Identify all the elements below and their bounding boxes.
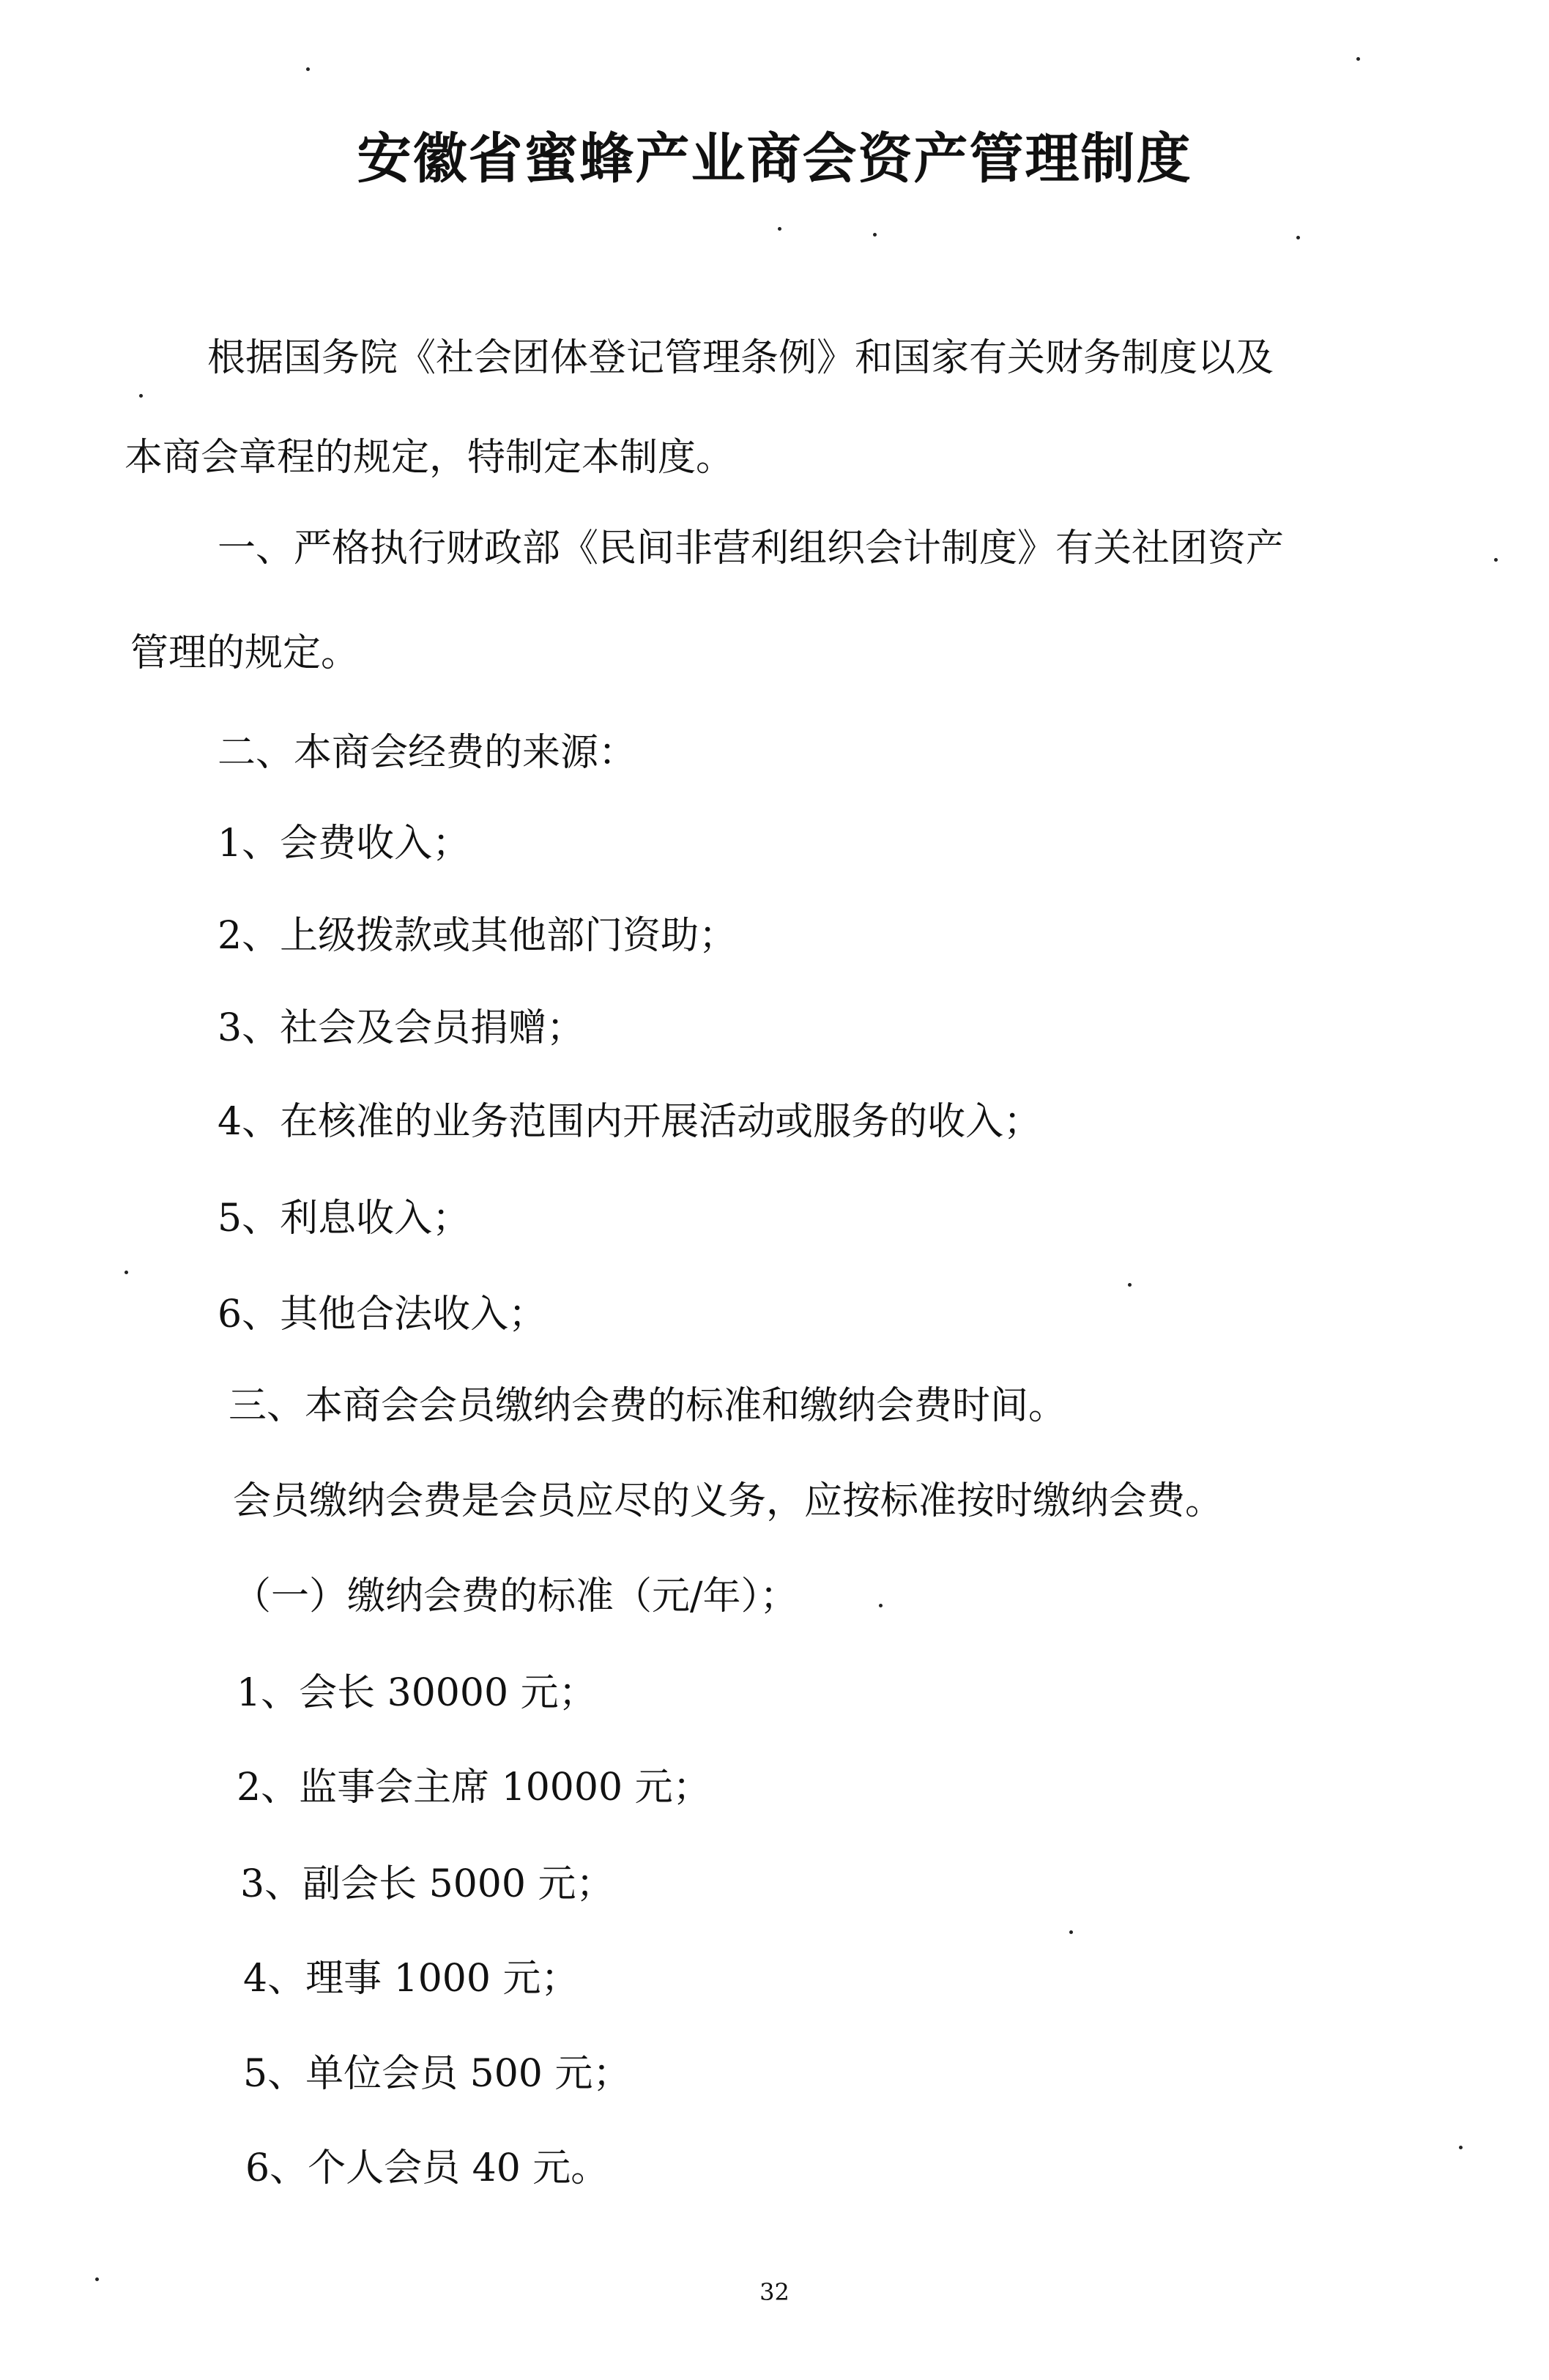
- section-3-body: 会员缴纳会费是会员应尽的义务，应按标准按时缴纳会费。: [233, 1479, 1224, 1523]
- source-item-6: 6、其他合法收入；: [218, 1293, 547, 1336]
- scan-speck: [1459, 2146, 1463, 2149]
- fee-item-2: 2、监事会主席 10000 元；: [237, 1766, 711, 1810]
- scan-speck: [1296, 236, 1300, 239]
- intro-line-1: 根据国务院《社会团体登记管理条例》和国家有关财务制度以及: [207, 336, 1274, 380]
- source-item-1: 1、会费收入；: [218, 822, 471, 866]
- page-number: 32: [759, 2278, 790, 2306]
- source-item-5: 5、利息收入；: [218, 1197, 471, 1241]
- scan-speck: [125, 1271, 128, 1274]
- fee-item-5: 5、单位会员 500 元；: [243, 2052, 631, 2096]
- intro-line-2: 本商会章程的规定，特制定本制度。: [125, 436, 735, 480]
- scan-speck: [95, 2277, 99, 2281]
- fee-item-6: 6、个人会员 40 元。: [245, 2146, 609, 2190]
- fee-item-4: 4、理事 1000 元；: [243, 1957, 579, 2001]
- scan-speck: [306, 67, 310, 71]
- document-title: 安徽省蜜蜂产业商会资产管理制度: [357, 127, 1192, 190]
- source-item-4: 4、在核准的业务范围内开展活动或服务的收入；: [218, 1100, 1042, 1144]
- fee-item-1: 1、会长 30000 元；: [237, 1671, 597, 1715]
- source-item-3: 3、社会及会员捐赠；: [218, 1006, 585, 1050]
- scan-speck: [873, 233, 877, 237]
- fee-subheading: （一）缴纳会费的标准（元/年）；: [233, 1574, 798, 1618]
- scan-speck: [1128, 1283, 1132, 1287]
- section-3-heading: 三、本商会会员缴纳会费的标准和缴纳会费时间。: [229, 1384, 1067, 1428]
- scan-speck: [1494, 558, 1498, 562]
- source-item-2: 2、上级拨款或其他部门资助；: [218, 914, 738, 958]
- scan-speck: [879, 1604, 883, 1607]
- scan-speck: [1356, 57, 1360, 61]
- scan-speck: [139, 394, 143, 398]
- section-1-line-2: 管理的规定。: [130, 631, 360, 675]
- section-2-heading: 二、本商会经费的来源：: [218, 731, 637, 775]
- scan-speck: [1069, 1930, 1073, 1934]
- scan-speck: [778, 227, 781, 231]
- fee-item-3: 3、副会长 5000 元；: [240, 1862, 614, 1906]
- section-1-line-1: 一、严格执行财政部《民间非营利组织会计制度》有关社团资产: [218, 527, 1285, 570]
